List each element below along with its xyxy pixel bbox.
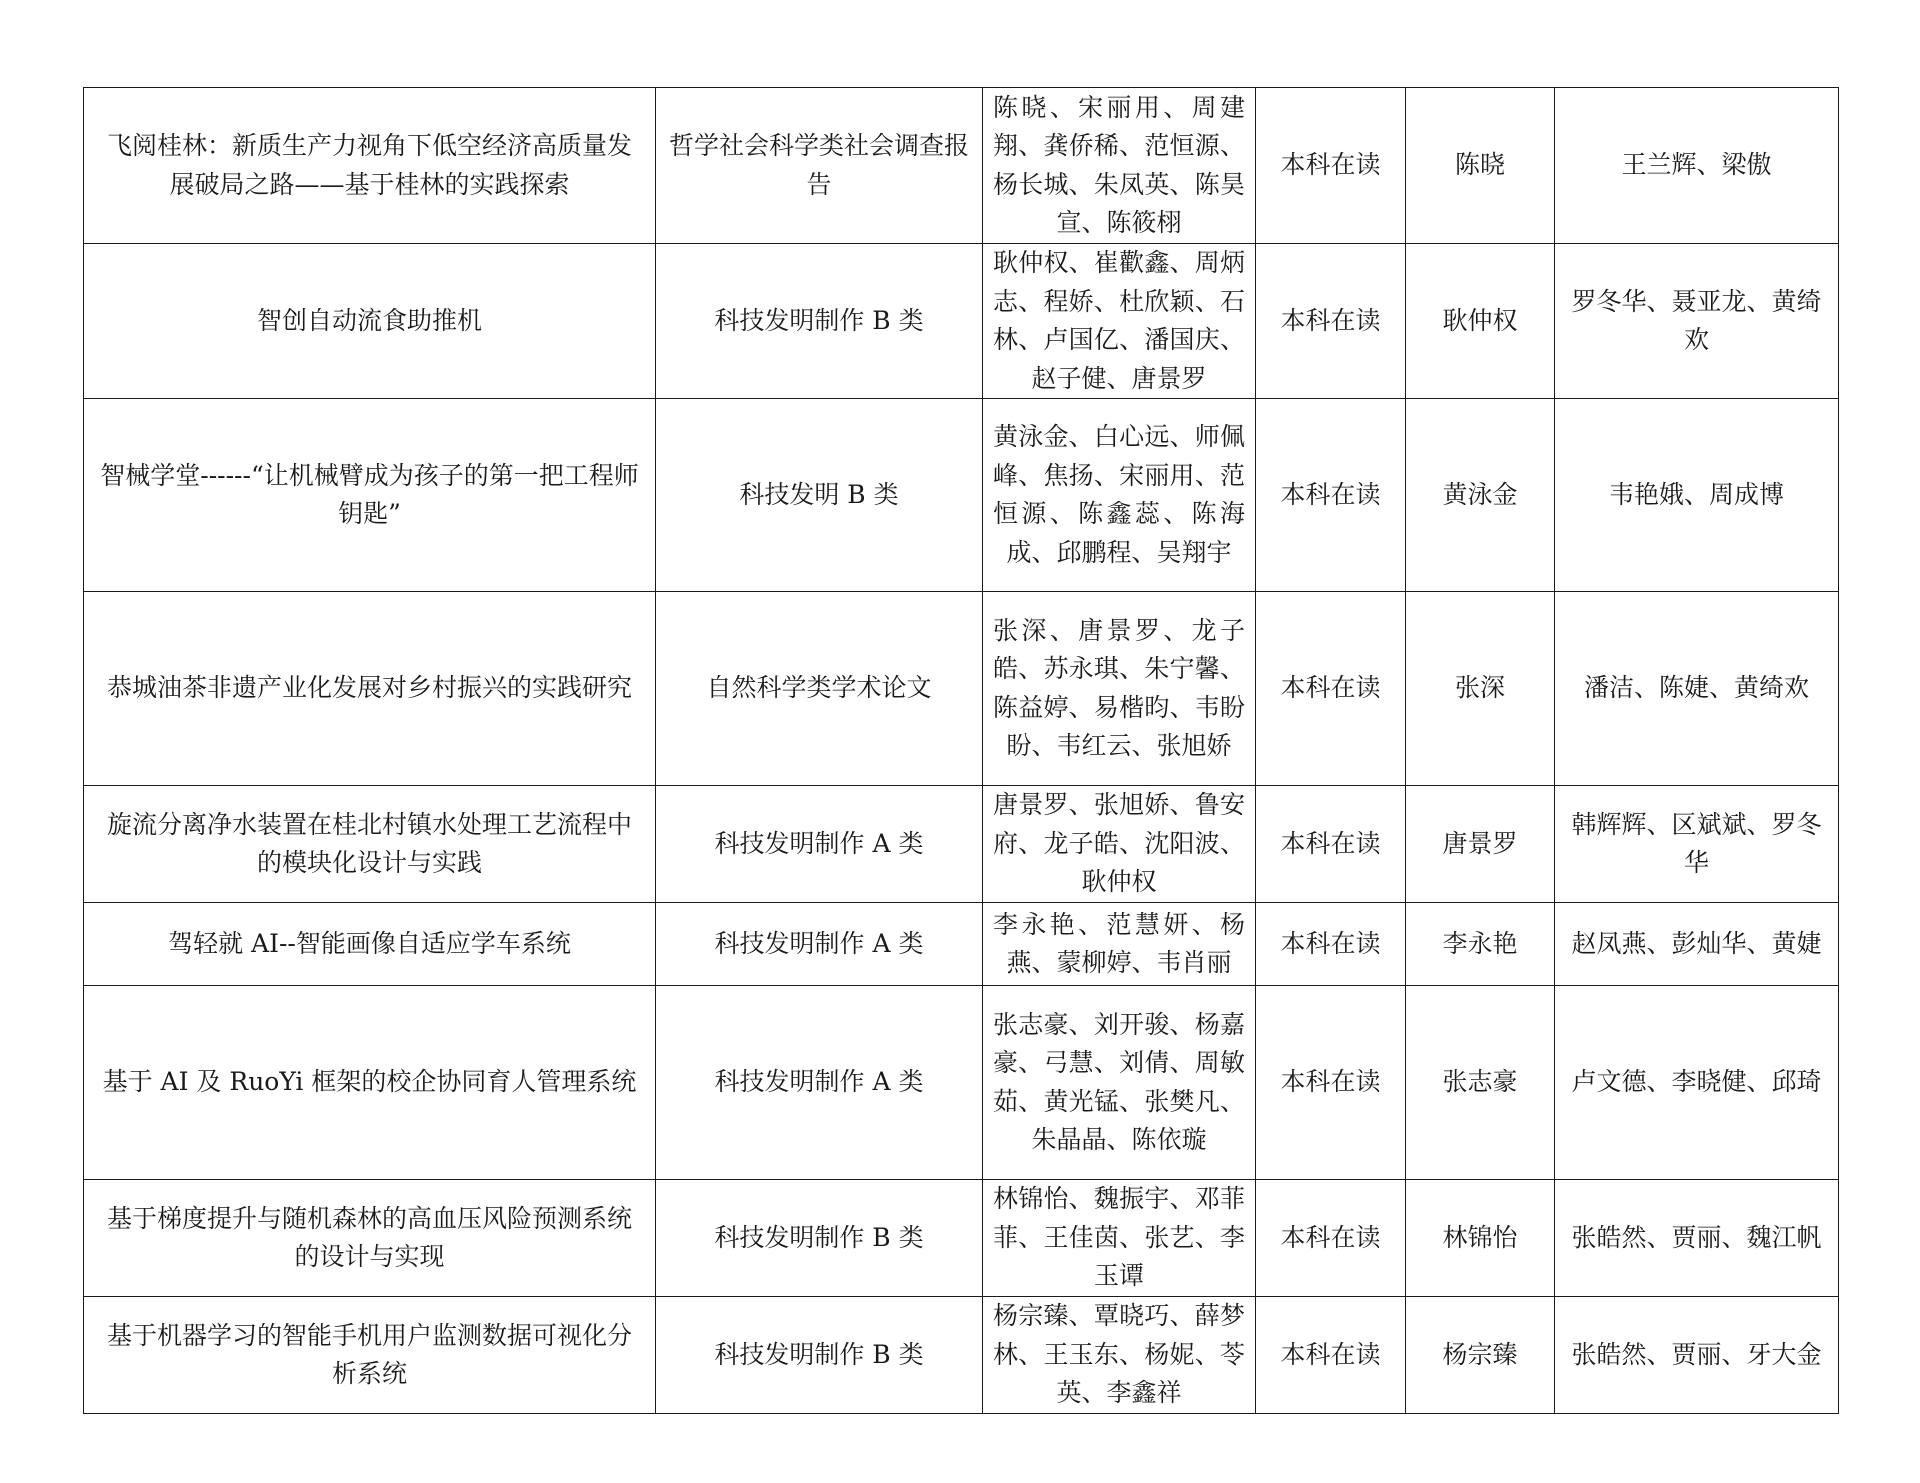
education-status-cell: 本科在读 bbox=[1256, 1297, 1406, 1414]
project-title-cell: 基于梯度提升与随机森林的高血压风险预测系统的设计与实现 bbox=[84, 1180, 656, 1297]
table-row bbox=[84, 786, 1839, 903]
project-title-cell: 智创自动流食助推机 bbox=[84, 244, 656, 399]
advisors-cell: 罗冬华、聂亚龙、黄绮欢 bbox=[1555, 244, 1839, 399]
project-leader-cell: 张深 bbox=[1406, 592, 1555, 786]
project-category-cell: 科技发明制作 B 类 bbox=[656, 244, 983, 399]
advisors-cell: 王兰辉、梁傲 bbox=[1555, 88, 1839, 244]
project-category-cell: 科技发明制作 B 类 bbox=[656, 1297, 983, 1414]
team-members-cell: 张志豪、刘开骏、杨嘉豪、弓慧、刘倩、周敏茹、黄光锰、张樊凡、朱晶晶、陈依璇 bbox=[983, 986, 1256, 1180]
project-title-cell: 基于机器学习的智能手机用户监测数据可视化分析系统 bbox=[84, 1297, 656, 1414]
project-leader-cell: 陈晓 bbox=[1406, 88, 1555, 244]
education-status-cell: 本科在读 bbox=[1256, 1180, 1406, 1297]
education-status-cell: 本科在读 bbox=[1256, 88, 1406, 244]
project-title-cell: 飞阅桂林：新质生产力视角下低空经济高质量发展破局之路——基于桂林的实践探索 bbox=[84, 88, 656, 244]
project-leader-cell: 黄泳金 bbox=[1406, 399, 1555, 592]
team-members-cell: 张深、唐景罗、龙子皓、苏永琪、朱宁馨、陈益婷、易楷昀、韦盼盼、韦红云、张旭娇 bbox=[983, 592, 1256, 786]
project-category-cell: 自然科学类学术论文 bbox=[656, 592, 983, 786]
advisors-cell: 张皓然、贾丽、魏江帆 bbox=[1555, 1180, 1839, 1297]
project-title-cell: 基于 AI 及 RuoYi 框架的校企协同育人管理系统 bbox=[84, 986, 656, 1180]
education-status-cell: 本科在读 bbox=[1256, 592, 1406, 786]
advisors-cell: 韩辉辉、区斌斌、罗冬华 bbox=[1555, 786, 1839, 903]
project-category-cell: 科技发明制作 A 类 bbox=[656, 903, 983, 986]
advisors-cell: 潘洁、陈婕、黄绮欢 bbox=[1555, 592, 1839, 786]
project-leader-cell: 唐景罗 bbox=[1406, 786, 1555, 903]
project-leader-cell: 李永艳 bbox=[1406, 903, 1555, 986]
table-row bbox=[84, 592, 1839, 786]
project-title-cell: 旋流分离净水装置在桂北村镇水处理工艺流程中的模块化设计与实践 bbox=[84, 786, 656, 903]
advisors-cell: 张皓然、贾丽、牙大金 bbox=[1555, 1297, 1839, 1414]
projects-table bbox=[83, 87, 1839, 1414]
project-title-cell: 智械学堂------“让机械臂成为孩子的第一把工程师钥匙” bbox=[84, 399, 656, 592]
project-title-cell: 恭城油茶非遗产业化发展对乡村振兴的实践研究 bbox=[84, 592, 656, 786]
table-row bbox=[84, 1297, 1839, 1414]
education-status-cell: 本科在读 bbox=[1256, 903, 1406, 986]
team-members-cell: 耿仲权、崔歡鑫、周炳志、程娇、杜欣颖、石林、卢国亿、潘国庆、赵子健、唐景罗 bbox=[983, 244, 1256, 399]
project-category-cell: 科技发明制作 A 类 bbox=[656, 986, 983, 1180]
project-category-cell: 哲学社会科学类社会调查报告 bbox=[656, 88, 983, 244]
team-members-cell: 林锦怡、魏振宇、邓菲菲、王佳茵、张艺、李玉谭 bbox=[983, 1180, 1256, 1297]
project-category-cell: 科技发明制作 A 类 bbox=[656, 786, 983, 903]
advisors-cell: 卢文德、李晓健、邱琦 bbox=[1555, 986, 1839, 1180]
project-leader-cell: 林锦怡 bbox=[1406, 1180, 1555, 1297]
table-row bbox=[84, 903, 1839, 986]
advisors-cell: 赵凤燕、彭灿华、黄婕 bbox=[1555, 903, 1839, 986]
education-status-cell: 本科在读 bbox=[1256, 399, 1406, 592]
table-row bbox=[84, 1180, 1839, 1297]
project-category-cell: 科技发明 B 类 bbox=[656, 399, 983, 592]
education-status-cell: 本科在读 bbox=[1256, 786, 1406, 903]
project-leader-cell: 杨宗臻 bbox=[1406, 1297, 1555, 1414]
education-status-cell: 本科在读 bbox=[1256, 244, 1406, 399]
education-status-cell: 本科在读 bbox=[1256, 986, 1406, 1180]
table-row bbox=[84, 986, 1839, 1180]
team-members-cell: 李永艳、范慧妍、杨燕、蒙柳婷、韦肖丽 bbox=[983, 903, 1256, 986]
team-members-cell: 陈晓、宋丽用、周建翔、龚侨稀、范恒源、杨长城、朱凤英、陈昊宣、陈筱栩 bbox=[983, 88, 1256, 244]
project-leader-cell: 耿仲权 bbox=[1406, 244, 1555, 399]
advisors-cell: 韦艳娥、周成博 bbox=[1555, 399, 1839, 592]
table-row bbox=[84, 244, 1839, 399]
team-members-cell: 黄泳金、白心远、师佩峰、焦扬、宋丽用、范恒源、陈鑫蕊、陈海成、邱鹏程、吴翔宇 bbox=[983, 399, 1256, 592]
team-members-cell: 杨宗臻、覃晓巧、薛梦林、王玉东、杨妮、苓英、李鑫祥 bbox=[983, 1297, 1256, 1414]
team-members-cell: 唐景罗、张旭娇、鲁安府、龙子皓、沈阳波、耿仲权 bbox=[983, 786, 1256, 903]
table-row bbox=[84, 399, 1839, 592]
table-row bbox=[84, 88, 1839, 244]
project-title-cell: 驾轻就 AI--智能画像自适应学车系统 bbox=[84, 903, 656, 986]
project-category-cell: 科技发明制作 B 类 bbox=[656, 1180, 983, 1297]
project-leader-cell: 张志豪 bbox=[1406, 986, 1555, 1180]
